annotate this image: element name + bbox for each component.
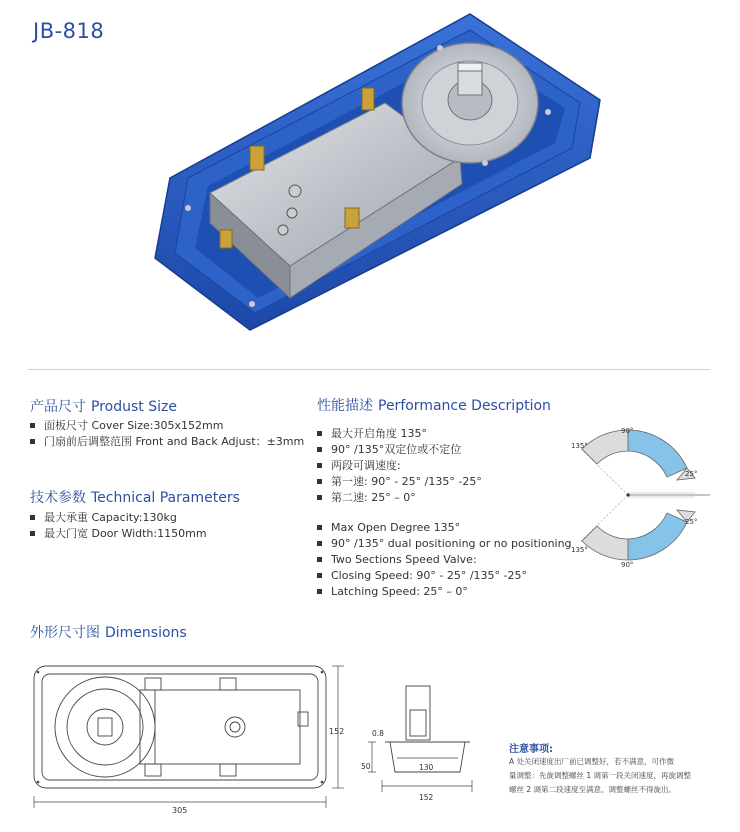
list-item: 90° /135° dual positioning or no positioning bbox=[317, 536, 572, 552]
list-item: 第一速: 90° - 25° /135° -25° bbox=[317, 474, 482, 490]
technical-title bbox=[30, 487, 240, 507]
bottom-blue-sector bbox=[628, 513, 687, 560]
list-item: 两段可调速度: bbox=[317, 458, 482, 474]
section-divider bbox=[28, 369, 710, 370]
dim-side-height: 50 bbox=[361, 762, 371, 771]
product-size-title-en: Produst Size bbox=[91, 399, 177, 415]
label-top-25: 25° bbox=[685, 470, 698, 478]
note-line: 量调整：先旋调整螺丝 1 调第一段关闭速度，再旋调整 bbox=[509, 771, 692, 780]
technical-list bbox=[30, 510, 207, 542]
dimensions-title-en: Dimensions bbox=[105, 625, 187, 641]
list-item: 最大门宽 Door Width:1150mm bbox=[30, 526, 207, 542]
dimensions-title bbox=[30, 622, 187, 642]
performance-title-en: Performance Description bbox=[378, 398, 551, 414]
label-bottom-135: 135° bbox=[571, 546, 588, 554]
label-bottom-90: 90° bbox=[621, 561, 634, 569]
note-line: A 处关闭速度出厂前已调整好，若不满意，可作微 bbox=[509, 757, 675, 766]
model-title: JB-818 bbox=[33, 19, 105, 43]
technical-title-en: Technical Parameters bbox=[91, 490, 240, 506]
notes-title: 注意事项: bbox=[509, 744, 553, 755]
list-item: 门扇前后调整范围 Front and Back Adjust：±3mm bbox=[30, 434, 304, 450]
label-bottom-25: 25° bbox=[685, 518, 698, 526]
dim-top-height: 152 bbox=[329, 727, 345, 736]
list-item: Two Sections Speed Valve: bbox=[317, 552, 572, 568]
list-item: 90° /135°双定位或不定位 bbox=[317, 442, 482, 458]
dimension-drawings bbox=[20, 660, 740, 830]
technical-title-cn: 技术参数 bbox=[30, 490, 86, 506]
list-item: 最大开启角度 135° bbox=[317, 426, 482, 442]
dim-side-outer: 152 bbox=[419, 793, 434, 802]
dimensions-title-cn: 外形尺寸图 bbox=[30, 625, 100, 641]
label-top-90: 90° bbox=[621, 427, 634, 435]
note-line: 螺丝 2 调第二段速度至满意。调整螺丝不得旋出。 bbox=[509, 785, 677, 794]
performance-list-cn bbox=[317, 426, 482, 506]
performance-list-en bbox=[317, 520, 572, 600]
list-item: Latching Speed: 25° – 0° bbox=[317, 584, 572, 600]
product-size-title-cn: 产品尺寸 bbox=[30, 399, 86, 415]
top-blue-sector bbox=[628, 430, 687, 477]
label-top-135: 135° bbox=[571, 442, 588, 450]
bottom-gray-sector bbox=[582, 526, 628, 560]
product-image bbox=[140, 8, 610, 338]
dim-side-thickness: 0.8 bbox=[372, 729, 384, 738]
list-item: Max Open Degree 135° bbox=[317, 520, 572, 536]
list-item: 面板尺寸 Cover Size:305x152mm bbox=[30, 418, 304, 434]
top-gray-sector bbox=[582, 430, 628, 464]
product-size-list bbox=[30, 418, 304, 450]
performance-title-cn: 性能描述 bbox=[317, 398, 373, 414]
list-item: 第二速: 25° – 0° bbox=[317, 490, 482, 506]
product-size-title bbox=[30, 396, 177, 416]
dim-top-length: 305 bbox=[172, 806, 188, 815]
performance-title bbox=[317, 395, 551, 415]
angle-diagram bbox=[565, 420, 715, 570]
dim-side-inner: 130 bbox=[419, 763, 434, 772]
list-item: Closing Speed: 90° - 25° /135° -25° bbox=[317, 568, 572, 584]
list-item: 最大承重 Capacity:130kg bbox=[30, 510, 207, 526]
